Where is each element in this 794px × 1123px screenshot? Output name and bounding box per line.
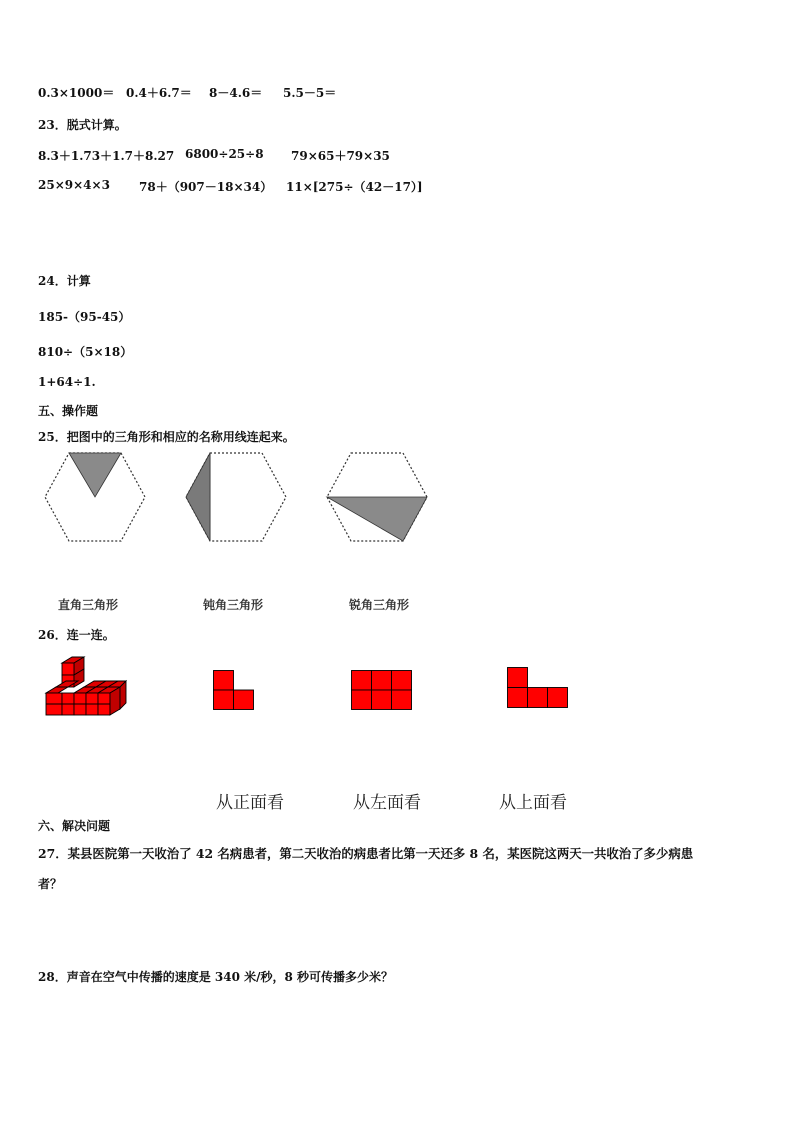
calc-item: 0.3×1000＝ [38, 86, 115, 100]
view-figure-b [351, 670, 413, 710]
shaded-triangle [327, 497, 427, 541]
view-figure-c [507, 667, 569, 709]
view-label-front: 从正面看 [216, 793, 284, 813]
section-6-heading: 六、解决问题 [38, 819, 111, 833]
question-23-title: 23．脱式计算。 [38, 118, 127, 132]
q24-item: 1+64÷1. [38, 375, 96, 389]
question-24-title: 24．计算 [38, 274, 91, 288]
label-obtuse-triangle: 钝角三角形 [203, 598, 264, 612]
label-acute-triangle: 锐角三角形 [349, 598, 410, 612]
hexagon-figure-3 [326, 452, 428, 542]
shaded-triangle [186, 453, 210, 541]
calc-item: 11×[275÷（42－17）] [286, 180, 423, 194]
q24-item: 185-（95-45） [38, 310, 131, 324]
calc-item: 0.4＋6.7＝ [126, 86, 192, 100]
calc-item: 5.5－5＝ [283, 86, 337, 100]
view-figure-a [213, 670, 255, 710]
question-26-title: 26．连一连。 [38, 628, 115, 642]
hexagon-figure-2 [185, 452, 287, 542]
calc-item: 79×65＋79×35 [291, 149, 390, 163]
label-right-triangle: 直角三角形 [58, 598, 119, 612]
calc-item: 6800÷25÷8 [185, 147, 264, 161]
question-27-line2: 者？ [38, 877, 63, 891]
hexagon-figure-1 [44, 452, 146, 542]
section-5-heading: 五、操作题 [38, 404, 99, 418]
calc-item: 78＋（907－18×34） [139, 180, 273, 194]
question-27-line1: 27．某县医院第一天收治了 42 名病患者，第二天收治的病患者比第一天还多 8 名，某医院这两天一共收治了多少病患 [38, 846, 694, 861]
calc-item: 25×9×4×3 [38, 178, 110, 192]
cube-stack-3d [46, 657, 126, 717]
question-25-title: 25．把图中的三角形和相应的名称用线连起来。 [38, 430, 295, 444]
calc-item: 8.3＋1.73＋1.7＋8.27 [38, 149, 175, 163]
q24-item: 810÷（5×18） [38, 345, 133, 359]
view-label-left: 从左面看 [353, 793, 421, 813]
question-28: 28．声音在空气中传播的速度是 340 米/秒，8 秒可传播多少米？ [38, 970, 394, 984]
calc-item: 8－4.6＝ [209, 86, 263, 100]
shaded-triangle [69, 453, 121, 497]
view-label-top: 从上面看 [499, 793, 567, 813]
